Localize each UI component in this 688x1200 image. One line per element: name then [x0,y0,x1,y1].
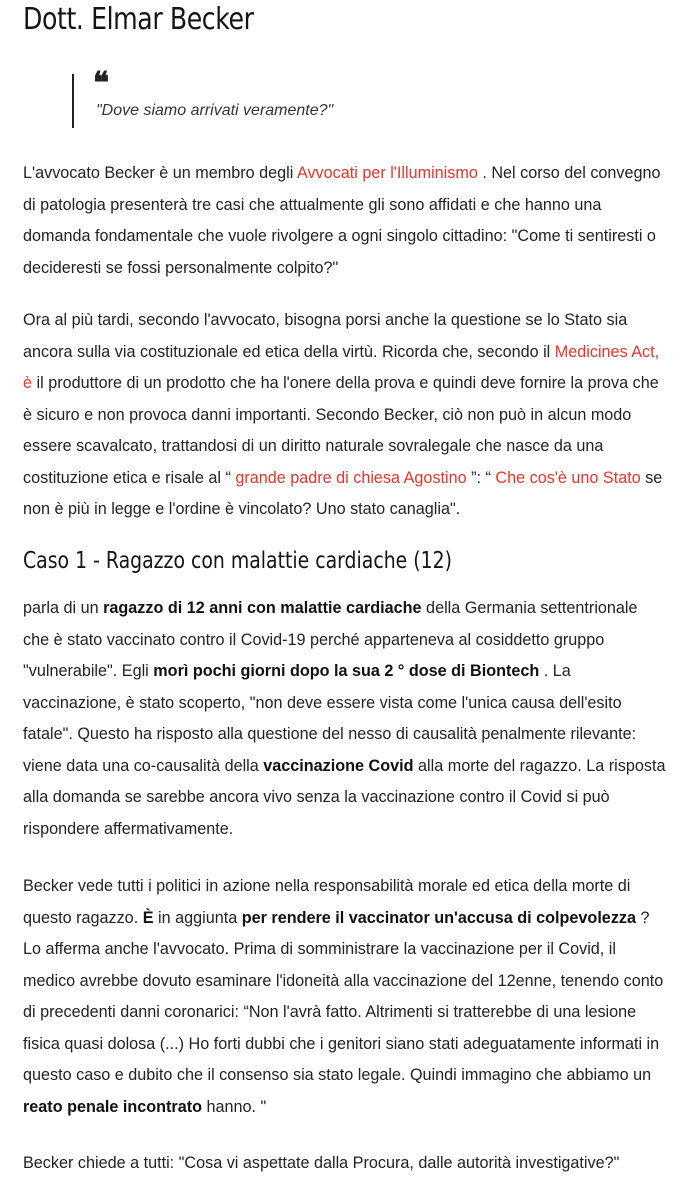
paragraph-procura: Becker chiede a tutti: "Cosa vi aspettate dalla Procura, dalle autorità investigative?" [23,1154,620,1172]
paragraph-caso-1: parla di un ragazzo di 12 anni con malattie cardiache della Germania settentrionale che è stato vaccinato contro il Covid-19 perché apparteneva al cosiddetto gruppo "vulnerabile". Egli morì pochi giorni dopo la sua 2 ° dose di Biontech . La vaccinazione, è stato scoperto, "non deve essere vista come l'unica causa dell'esito fatale". Questo ha risposto alla questione del nesso di causalità penalmente rilevante: viene data una co-causalità della vaccinazione Covid alla morte del ragazzo. La risposta alla domanda se sarebbe ancora vivo senza la vaccinazione contro il Covid si può rispondere affermativamente. [23,599,666,838]
link-agostino[interactable]: grande padre di chiesa Agostino [235,468,467,487]
section-title-caso-1: Caso 1 - Ragazzo con malattie cardiache (12) [23,548,452,574]
link-stato[interactable]: Che cos'è uno Stato [495,468,641,487]
blockquote [72,66,334,128]
quote-icon: ❝ [93,66,110,101]
paragraph-responsabilita: Becker vede tutti i politici in azione nella responsabilità morale ed etica della morte di questo ragazzo. È in aggiunta per rendere il vaccinator un'accusa di colpevolezza ? Lo afferma anche l'avvocato. Prima di somministrare la vaccinazione per il Covid, il medico avrebbe dovuto esaminare l'idoneità alla vaccinazione del 12enne, tenendo conto di precedenti danni coronarici: “Non l'avrà fatto. Altrimenti si tratterebbe di una lesione fisica quasi dolosa (...) Ho forti dubbi che i genitori siano stati adeguatamente informati in questo caso e dubito che il consenso sia stato legale. Quindi immagino che abbiamo un reato penale incontrato hanno. " [23,877,664,1116]
quote-text: "Dove siamo arrivati veramente?" [96,102,334,119]
paragraph-medicines-act: Ora al più tardi, secondo l'avvocato, bisogna porsi anche la questione se lo Stato sia ancora sulla via costituzionale ed etica della virtù. Ricorda che, secondo il Medicines Act, è il produttore di un prodotto che ha l'onere della prova e quindi deve fornire la prova che è sicuro e non provoca danni importanti. Secondo Becker, ciò non può in alcun modo essere scavalcato, trattandosi di un diritto naturale sovralegale che nasce da una costituzione etica e risale al “ grande padre di chiesa Agostino ”: “ Che cos'è uno Stato se non è più in legge e l'ordine è vincolato? Uno stato canaglia". [23,311,663,518]
link-medicines-act[interactable]: Medicines Act, è [23,342,660,392]
article-title: Dott. Elmar Becker [23,2,254,37]
paragraph-intro: L'avvocato Becker è un membro degli Avvocati per l'Illuminismo . Nel corso del convegno di patologia presenterà tre casi che attualmente gli sono affidati e che hanno una domanda fondamentale che vuole rivolgere a ogni singolo cittadino: "Come ti sentiresti o decideresti se fossi personalmente colpito?" [23,164,661,277]
link-avvocati-illuminismo[interactable]: Avvocati per l'Illuminismo [296,164,478,182]
